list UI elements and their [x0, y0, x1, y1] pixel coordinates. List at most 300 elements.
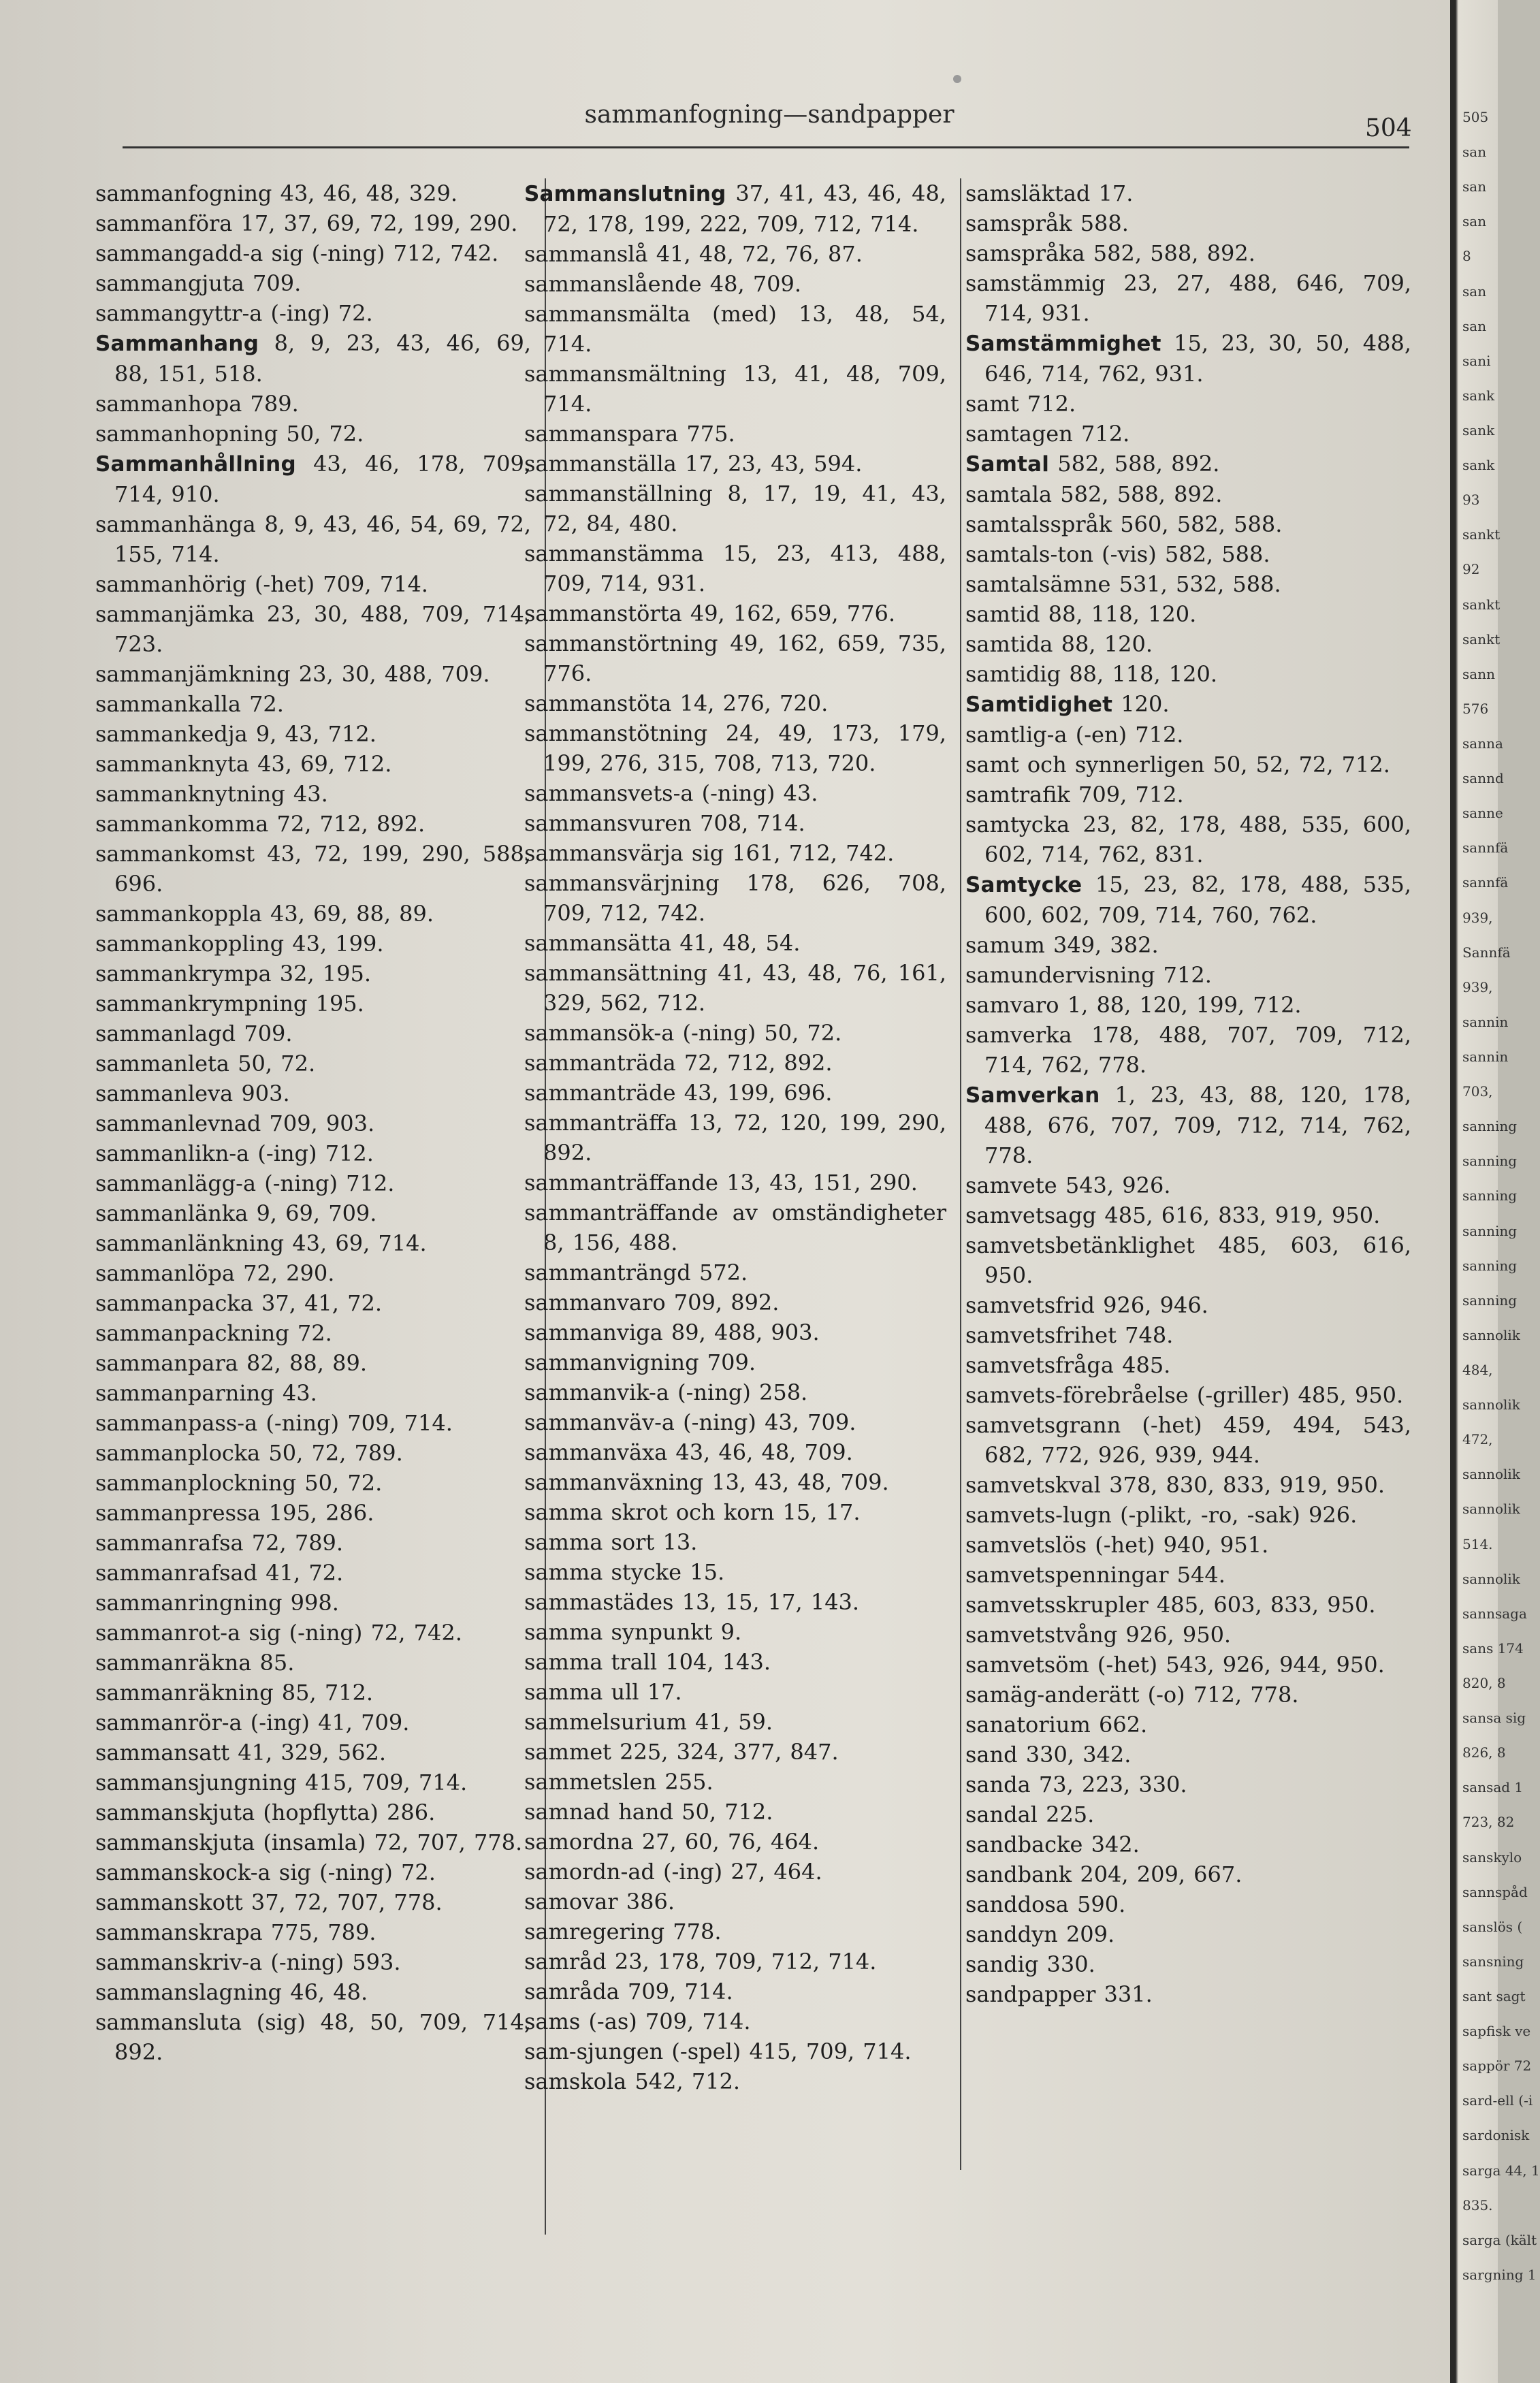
entry-text: sammet 225, 324, 377, 847.: [524, 1739, 839, 1765]
entry-text: sammanlänka 9, 69, 709.: [95, 1200, 377, 1226]
edge-fragment: Sannfä: [1462, 944, 1511, 961]
entry-text: sammanhopning 50, 72.: [95, 421, 364, 447]
index-entry: [95, 509, 531, 569]
entry-text: sammanväxning 13, 43, 48, 709.: [524, 1469, 889, 1495]
entry-text: sammanskott 37, 72, 707, 778.: [95, 1889, 443, 1915]
index-entry: [524, 1347, 946, 1377]
entry-text: samordna 27, 60, 76, 464.: [524, 1829, 820, 1855]
entry-text: samvetsgrann (-het) 459, 494, 543, 682, 772, 926, 939, 944.: [965, 1412, 1411, 1468]
edge-fragment: sankt: [1462, 526, 1501, 543]
entry-text: samskola 542, 712.: [524, 2068, 741, 2094]
entry-text: sammankrympa 32, 195.: [95, 961, 372, 987]
entry-text: sammanlägg-a (-ning) 712.: [95, 1170, 395, 1196]
edge-fragment: sankt: [1462, 596, 1501, 613]
entry-text: sammanstörta 49, 162, 659, 776.: [524, 601, 895, 626]
entry-text: samäg-anderätt (-o) 712, 778.: [965, 1682, 1299, 1708]
entry-text: samverka 178, 488, 707, 709, 712, 714, 762, 778.: [965, 1022, 1411, 1078]
index-entry: [524, 1018, 946, 1048]
index-entry: [965, 960, 1411, 990]
index-entry: [965, 1620, 1411, 1650]
index-entry: [95, 449, 531, 509]
entry-text: samtalsspråk 560, 582, 588.: [965, 511, 1283, 537]
edge-fragment: sannd: [1462, 770, 1504, 787]
index-entry: [965, 238, 1411, 268]
entry-text: samvetsfråga 485.: [965, 1352, 1171, 1378]
edge-fragment: sargning 1: [1462, 2266, 1537, 2283]
index-entry: [524, 1617, 946, 1647]
entry-text: sammanleva 903.: [95, 1081, 290, 1106]
entry-text: sammanrafsad 41, 72.: [95, 1560, 344, 1586]
entry-text: sammanstörtning 49, 162, 659, 735, 776.: [524, 630, 946, 686]
index-entry: [965, 1740, 1411, 1770]
entry-text: sammanstämma 15, 23, 413, 488, 709, 714, 931.: [524, 541, 946, 596]
index-entry: [965, 328, 1411, 389]
edge-fragment: sansad 1: [1462, 1779, 1524, 1796]
index-entry: [965, 268, 1411, 328]
index-entry: [965, 1829, 1411, 1859]
entry-text: sammanställning 8, 17, 19, 41, 43, 72, 84, 480.: [524, 481, 946, 537]
index-entry: [965, 178, 1411, 208]
index-entry: [95, 2007, 531, 2067]
edge-fragment: sankt: [1462, 630, 1501, 647]
entry-text: sammanslående 48, 709.: [524, 271, 802, 297]
index-entry: [965, 1560, 1411, 1590]
edge-fragment: sannolik: [1462, 1396, 1520, 1413]
entry-text: sammanfogning 43, 46, 48, 329.: [95, 180, 458, 206]
index-entry: [524, 1977, 946, 2006]
edge-fragment: 835.: [1462, 2196, 1493, 2213]
entry-text: sammanhörig (-het) 709, 714.: [95, 571, 428, 597]
index-entry: [965, 539, 1411, 569]
index-entry: [95, 1738, 531, 1768]
index-entry: [965, 1230, 1411, 1290]
entry-text: sammanträffande 13, 43, 151, 290.: [524, 1170, 918, 1196]
index-entry: [965, 1530, 1411, 1560]
index-entry: [965, 869, 1411, 930]
entry-text: sammanrör-a (-ing) 41, 709.: [95, 1710, 410, 1736]
edge-fragment: sapfisk ve: [1462, 2023, 1531, 2040]
index-entry: [524, 1467, 946, 1497]
index-entry: [95, 1108, 531, 1138]
index-entry: [524, 628, 946, 688]
entry-text: samma trall 104, 143.: [524, 1649, 771, 1675]
edge-fragment: 505: [1462, 109, 1489, 125]
entry-headword: Sammanhållning: [95, 452, 296, 477]
entry-text: 8, 9, 23, 43, 46, 69, 88, 151, 518.: [114, 330, 531, 387]
index-column-1: [95, 178, 531, 2067]
entry-text: sammanväxa 43, 46, 48, 709.: [524, 1439, 853, 1465]
index-entry: [524, 178, 946, 239]
index-entry: [965, 990, 1411, 1020]
index-entry: [524, 2036, 946, 2066]
entry-text: sammankomst 43, 72, 199, 290, 588, 696.: [95, 841, 531, 897]
entry-text: sammastädes 13, 15, 17, 143.: [524, 1589, 860, 1615]
entry-text: sammelsurium 41, 59.: [524, 1709, 773, 1735]
entry-text: sammankomma 72, 712, 892.: [95, 811, 426, 837]
entry-text: samvete 543, 926.: [965, 1172, 1171, 1198]
index-entry: [95, 1618, 531, 1648]
index-entry: [965, 930, 1411, 960]
entry-text: samma ull 17.: [524, 1679, 682, 1705]
index-entry: [965, 449, 1411, 479]
edge-fragment: sannolik: [1462, 1570, 1520, 1587]
entry-text: sammanlagd 709.: [95, 1021, 293, 1046]
index-entry: [524, 1108, 946, 1168]
index-entry: [95, 1678, 531, 1708]
entry-text: samvetstvång 926, 950.: [965, 1622, 1232, 1648]
entry-text: samvetspenningar 544.: [965, 1562, 1225, 1588]
entry-text: samtrafik 709, 712.: [965, 782, 1184, 807]
entry-text: samvetskval 378, 830, 833, 919, 950.: [965, 1472, 1385, 1498]
entry-text: sammanlevnad 709, 903.: [95, 1110, 375, 1136]
edge-fragment: sans 174: [1462, 1640, 1524, 1657]
index-entry: [965, 1770, 1411, 1800]
entry-text: sammanringning 998.: [95, 1590, 339, 1616]
index-entry: [524, 688, 946, 718]
entry-text: samma skrot och korn 15, 17.: [524, 1499, 861, 1525]
index-entry: [524, 1258, 946, 1288]
index-entry: [965, 509, 1411, 539]
entry-text: samma stycke 15.: [524, 1559, 725, 1585]
index-entry: [95, 1049, 531, 1078]
index-entry: [95, 1258, 531, 1288]
entry-headword: Sammanslutning: [524, 182, 726, 206]
entry-text: sammanpacka 37, 41, 72.: [95, 1290, 383, 1316]
index-entry: [95, 1408, 531, 1438]
entry-headword: Samtidighet: [965, 692, 1113, 717]
index-entry: [95, 298, 531, 328]
index-entry: [95, 1528, 531, 1558]
index-entry: [95, 1558, 531, 1588]
entry-text: sammankoppling 43, 199.: [95, 931, 384, 957]
entry-text: sammansvärjning 178, 626, 708, 709, 712, 742.: [524, 870, 946, 926]
index-entry: [965, 419, 1411, 449]
entry-text: samt och synnerligen 50, 52, 72, 712.: [965, 752, 1390, 778]
entry-text: samma sort 13.: [524, 1529, 698, 1555]
edge-fragment: sannspåd: [1462, 1883, 1528, 1900]
index-entry: [95, 1318, 531, 1348]
index-entry: [95, 599, 531, 659]
running-title: sammanfogning—sandpapper: [584, 101, 955, 129]
page-number: 504: [1365, 114, 1412, 142]
edge-fragment: sann: [1462, 665, 1495, 682]
edge-fragment: sanskylo: [1462, 1849, 1522, 1866]
index-entry: [524, 1527, 946, 1557]
edge-fragment: sanne: [1462, 805, 1503, 822]
entry-headword: Samtal: [965, 452, 1050, 477]
edge-fragment: sanslös (: [1462, 1918, 1523, 1935]
entry-text: sammanträngd 572.: [524, 1260, 748, 1285]
index-entry: [524, 1947, 946, 1977]
index-entry: [965, 810, 1411, 869]
index-entry: [524, 1917, 946, 1947]
index-entry: [965, 1350, 1411, 1380]
edge-fragment: sanning: [1462, 1187, 1518, 1204]
entry-text: samvetsbetänklighet 485, 603, 616, 950.: [965, 1232, 1411, 1288]
index-entry: [95, 989, 531, 1019]
edge-fragment: sansa sig: [1462, 1710, 1526, 1727]
entry-text: samovar 386.: [524, 1889, 675, 1915]
index-entry: [524, 239, 946, 269]
entry-text: 43, 46, 178, 709, 714, 910.: [114, 451, 531, 507]
entry-text: sammanpackning 72.: [95, 1320, 332, 1346]
index-entry: [524, 1797, 946, 1827]
entry-text: sandbacke 342.: [965, 1832, 1140, 1857]
index-entry: [95, 569, 531, 599]
index-entry: [965, 1889, 1411, 1919]
edge-fragment: san: [1462, 178, 1487, 195]
entry-text: samtidig 88, 118, 120.: [965, 661, 1218, 687]
entry-text: sandpapper 331.: [965, 1981, 1153, 2007]
index-entry: [965, 1500, 1411, 1530]
entry-text: sammankoppla 43, 69, 88, 89.: [95, 901, 434, 927]
index-entry: [524, 1587, 946, 1617]
edge-fragment: sarga (kält: [1462, 2231, 1537, 2248]
entry-text: samvaro 1, 88, 120, 199, 712.: [965, 992, 1302, 1018]
edge-fragment: 514.: [1462, 1535, 1493, 1552]
entry-text: sammansmälta (med) 13, 48, 54, 714.: [524, 301, 946, 357]
entry-text: sand 330, 342.: [965, 1742, 1132, 1768]
entry-text: 582, 588, 892.: [1049, 451, 1220, 477]
entry-text: sammanlöpa 72, 290.: [95, 1260, 335, 1286]
index-entry: [524, 868, 946, 928]
index-entry: [965, 629, 1411, 659]
entry-headword: Sammanhang: [95, 332, 259, 356]
index-entry: [524, 1647, 946, 1677]
edge-fragment: sannin: [1462, 1013, 1509, 1030]
entry-headword: Samverkan: [965, 1083, 1100, 1108]
edge-fragment: sappör 72: [1462, 2058, 1532, 2075]
entry-text: sammanskock-a sig (-ning) 72.: [95, 1859, 436, 1885]
index-entry: [965, 479, 1411, 509]
index-entry: [524, 1707, 946, 1737]
edge-fragment: 92: [1462, 561, 1480, 578]
index-entry: [95, 328, 531, 389]
entry-text: sammanpass-a (-ning) 709, 714.: [95, 1410, 453, 1436]
entry-text: sandig 330.: [965, 1951, 1095, 1977]
index-entry: [524, 449, 946, 479]
entry-text: samstämmig 23, 27, 488, 646, 709, 714, 931.: [965, 270, 1411, 326]
edge-fragment: 723, 82: [1462, 1814, 1515, 1831]
index-entry: [524, 1407, 946, 1437]
entry-text: samvets-lugn (-plikt, -ro, -sak) 926.: [965, 1502, 1358, 1528]
entry-text: sanddyn 209.: [965, 1921, 1115, 1947]
entry-text: samtida 88, 120.: [965, 631, 1153, 657]
index-entry: [965, 1290, 1411, 1320]
index-entry: [95, 419, 531, 449]
index-entry: [95, 1198, 531, 1228]
edge-fragment: 939,: [1462, 909, 1493, 926]
edge-fragment: sardonisk: [1462, 2127, 1530, 2144]
index-entry: [524, 1887, 946, 1917]
index-entry: [524, 2066, 946, 2096]
entry-text: sammanpara 82, 88, 89.: [95, 1350, 367, 1376]
edge-fragment: 939,: [1462, 978, 1493, 995]
entry-text: sammanträde 43, 199, 696.: [524, 1080, 833, 1106]
entry-text: sammansvuren 708, 714.: [524, 810, 805, 836]
edge-fragment: 826, 8: [1462, 1744, 1506, 1761]
entry-text: sammanhänga 8, 9, 43, 46, 54, 69, 72, 155, 714.: [95, 511, 531, 567]
index-entry: [95, 1078, 531, 1108]
index-entry: [965, 1590, 1411, 1620]
edge-fragment: sard-ell (-i: [1462, 2092, 1533, 2109]
entry-text: sandal 225.: [965, 1802, 1095, 1827]
edge-fragment: 8: [1462, 248, 1471, 265]
entry-text: sammanträffa 13, 72, 120, 199, 290, 892.: [524, 1110, 946, 1166]
index-entry: [95, 1648, 531, 1678]
entry-text: sammanjämka 23, 30, 488, 709, 714, 723.: [95, 601, 531, 657]
edge-fragment: sannin: [1462, 1049, 1509, 1065]
entry-text: samma synpunkt 9.: [524, 1619, 742, 1645]
entry-text: sammetslen 255.: [524, 1769, 713, 1795]
edge-fragment: sank: [1462, 457, 1495, 474]
entry-text: sammansjungning 415, 709, 714.: [95, 1770, 468, 1795]
entry-text: samregering 778.: [524, 1919, 722, 1945]
edge-fragment: san: [1462, 213, 1487, 230]
index-entry: [95, 1708, 531, 1738]
edge-fragment: san: [1462, 317, 1487, 334]
edge-fragment: sannsaga: [1462, 1605, 1527, 1622]
index-entry: [524, 1557, 946, 1587]
entry-text: sammanräkna 85.: [95, 1650, 295, 1676]
entry-text: samråda 709, 714.: [524, 1979, 733, 2004]
entry-text: samvetsöm (-het) 543, 926, 944, 950.: [965, 1652, 1385, 1678]
entry-text: sammangyttr-a (-ing) 72.: [95, 300, 373, 326]
entry-text: sammanvigning 709.: [524, 1349, 756, 1375]
index-entry: [95, 268, 531, 298]
entry-text: sammanplocka 50, 72, 789.: [95, 1440, 403, 1466]
index-entry: [965, 1680, 1411, 1710]
index-entry: [524, 1317, 946, 1347]
entry-text: sanatorium 662.: [965, 1712, 1148, 1738]
index-entry: [95, 1498, 531, 1528]
entry-text: samvetsskrupler 485, 603, 833, 950.: [965, 1592, 1376, 1618]
column-divider-2: [960, 178, 961, 2170]
entry-text: sammanknyta 43, 69, 712.: [95, 751, 392, 777]
edge-fragment: sanning: [1462, 1222, 1518, 1239]
entry-headword: Samstämmighet: [965, 332, 1161, 356]
entry-text: sammanslagning 46, 48.: [95, 1979, 368, 2005]
index-entry: [965, 659, 1411, 689]
index-entry: [95, 1168, 531, 1198]
entry-text: sammanträffande av omständigheter 8, 156, 488.: [524, 1200, 946, 1256]
entry-text: samtala 582, 588, 892.: [965, 481, 1223, 507]
entry-text: sandbank 204, 209, 667.: [965, 1861, 1242, 1887]
edge-fragment: sannolik: [1462, 1501, 1520, 1518]
edge-fragment: sank: [1462, 387, 1495, 404]
entry-text: sammansluta (sig) 48, 50, 709, 714, 892.: [95, 2009, 531, 2065]
edge-fragment: 93: [1462, 492, 1480, 509]
index-entry: [95, 389, 531, 419]
index-entry: [95, 178, 531, 208]
entry-text: sammanträda 72, 712, 892.: [524, 1050, 833, 1076]
entry-text: sammanhopa 789.: [95, 391, 299, 417]
entry-text: sammanpressa 195, 286.: [95, 1500, 374, 1526]
index-entry: [524, 718, 946, 778]
index-entry: [95, 1797, 531, 1827]
index-entry: [524, 269, 946, 299]
entry-text: samtagen 712.: [965, 421, 1130, 447]
entry-text: 120.: [1112, 691, 1170, 717]
index-entry: [524, 1198, 946, 1258]
entry-text: 1, 23, 43, 88, 120, 178, 488, 676, 707, 709, 712, 714, 762, 778.: [984, 1082, 1411, 1168]
entry-text: sammangjuta 709.: [95, 270, 302, 296]
edge-fragment: 576: [1462, 700, 1489, 717]
entry-text: samspråk 588.: [965, 210, 1129, 236]
entry-text: sammanplockning 50, 72.: [95, 1470, 383, 1496]
edge-fragment: sanning: [1462, 1292, 1518, 1309]
next-page-edge: [1450, 0, 1540, 2383]
index-entry: [965, 1080, 1411, 1170]
edge-fragment: sannolik: [1462, 1326, 1520, 1343]
entry-text: samtalsämne 531, 532, 588.: [965, 571, 1281, 597]
index-entry: [524, 1827, 946, 1857]
index-entry: [524, 808, 946, 838]
entry-text: sammansätta 41, 48, 54.: [524, 930, 801, 956]
entry-text: sammansvärja sig 161, 712, 742.: [524, 840, 895, 866]
entry-text: samtycka 23, 82, 178, 488, 535, 600, 602, 714, 762, 831.: [965, 812, 1411, 867]
entry-text: sammanställa 17, 23, 43, 594.: [524, 451, 863, 477]
entry-text: sammankrympning 195.: [95, 991, 364, 1017]
entry-text: sammankalla 72.: [95, 691, 284, 717]
index-entry: [95, 1857, 531, 1887]
entry-text: samråd 23, 178, 709, 712, 714.: [524, 1949, 877, 1974]
index-entry: [524, 299, 946, 359]
entry-text: sammankedja 9, 43, 712.: [95, 721, 376, 747]
edge-fragment: san: [1462, 283, 1487, 300]
edge-fragment: sank: [1462, 422, 1495, 438]
index-entry: [95, 1288, 531, 1318]
entry-text: samtid 88, 118, 120.: [965, 601, 1197, 627]
edge-fragment: sannfä: [1462, 839, 1509, 857]
index-entry: [965, 1200, 1411, 1230]
entry-text: samordn-ad (-ing) 27, 464.: [524, 1859, 822, 1885]
index-entry: [965, 1170, 1411, 1200]
header-rule: [123, 146, 1409, 148]
index-entry: [965, 1650, 1411, 1680]
entry-text: sammanrafsa 72, 789.: [95, 1530, 344, 1556]
index-entry: [95, 1827, 531, 1857]
entry-text: sammangadd-a sig (-ning) 712, 742.: [95, 240, 499, 266]
entry-text: sammanräkning 85, 712.: [95, 1680, 374, 1706]
index-entry: [965, 389, 1411, 419]
index-entry: [524, 1437, 946, 1467]
index-entry: [965, 1380, 1411, 1410]
index-entry: [524, 539, 946, 598]
entry-text: sammanleta 50, 72.: [95, 1051, 316, 1076]
edge-fragment: sanna: [1462, 735, 1503, 752]
entry-text: sammanskjuta (hopflytta) 286.: [95, 1800, 436, 1825]
index-entry: [95, 779, 531, 809]
index-entry: [95, 719, 531, 749]
index-entry: [965, 1919, 1411, 1949]
entry-text: sammansättning 41, 43, 48, 76, 161, 329, 562, 712.: [524, 960, 946, 1016]
index-entry: [95, 1588, 531, 1618]
index-entry: [95, 1348, 531, 1378]
entry-text: samspråka 582, 588, 892.: [965, 240, 1255, 266]
entry-text: sammanlänkning 43, 69, 714.: [95, 1230, 427, 1256]
index-entry: [965, 1800, 1411, 1829]
index-entry: [965, 1949, 1411, 1979]
index-entry: [524, 1857, 946, 1887]
index-entry: [965, 750, 1411, 780]
entry-text: sammansök-a (-ning) 50, 72.: [524, 1020, 842, 1046]
index-column-2: [524, 178, 946, 2096]
index-entry: [95, 238, 531, 268]
page-blemish: [953, 75, 961, 83]
index-entry: [95, 839, 531, 899]
index-entry: [95, 1438, 531, 1468]
